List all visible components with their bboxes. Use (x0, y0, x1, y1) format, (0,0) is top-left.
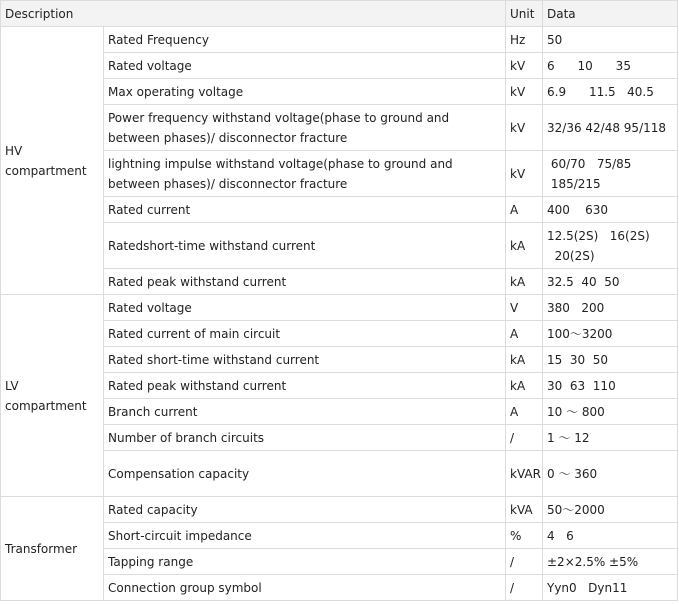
data-cell: 32/36 42/48 95/118 (543, 105, 678, 151)
unit-cell: % (506, 523, 543, 549)
param-cell: Power frequency withstand voltage(phase to ground and between phases)/ disconnector fracture (104, 105, 506, 151)
data-cell: 6.9 11.5 40.5 (543, 79, 678, 105)
unit-cell: kA (506, 223, 543, 269)
unit-cell: kV (506, 79, 543, 105)
param-cell: Rated peak withstand current (104, 373, 506, 399)
unit-cell: kV (506, 151, 543, 197)
param-cell: Rated voltage (104, 295, 506, 321)
unit-cell: kVA (506, 497, 543, 523)
data-cell: ±2×2.5% ±5% (543, 549, 678, 575)
unit-cell: A (506, 321, 543, 347)
param-cell: Tapping range (104, 549, 506, 575)
data-cell: 50 (543, 27, 678, 53)
data-cell: 15 30 50 (543, 347, 678, 373)
unit-cell: kA (506, 373, 543, 399)
unit-cell: A (506, 399, 543, 425)
param-cell: Rated current of main circuit (104, 321, 506, 347)
param-cell: Ratedshort-time withstand current (104, 223, 506, 269)
param-cell: Rated short-time withstand current (104, 347, 506, 373)
unit-cell: kA (506, 269, 543, 295)
unit-cell: kV (506, 105, 543, 151)
table-header (1, 1, 678, 27)
data-cell: 12.5(2S) 16(2S) 20(2S) (543, 223, 678, 269)
unit-cell: / (506, 549, 543, 575)
unit-cell: / (506, 575, 543, 601)
unit-cell: kV (506, 53, 543, 79)
param-cell: lightning impulse withstand voltage(phase to ground and between phases)/ disconnector fracture (104, 151, 506, 197)
param-cell: Short-circuit impedance (104, 523, 506, 549)
param-cell: Compensation capacity (104, 451, 506, 497)
unit-cell: kA (506, 347, 543, 373)
table-row (1, 295, 678, 321)
data-cell: 60/70 75/85 185/215 (543, 151, 678, 197)
param-cell: Number of branch circuits (104, 425, 506, 451)
param-cell: Rated voltage (104, 53, 506, 79)
param-cell: Max operating voltage (104, 79, 506, 105)
table-row (1, 497, 678, 523)
unit-cell: V (506, 295, 543, 321)
data-cell: 32.5 40 50 (543, 269, 678, 295)
data-cell: 10 ～ 800 (543, 399, 678, 425)
header-unit: Unit (506, 1, 543, 27)
header-description: Description (1, 1, 506, 27)
data-cell: 100～3200 (543, 321, 678, 347)
unit-cell: Hz (506, 27, 543, 53)
data-cell: 400 630 (543, 197, 678, 223)
data-cell: 1 ～ 12 (543, 425, 678, 451)
data-cell: Yyn0 Dyn11 (543, 575, 678, 601)
data-cell: 50～2000 (543, 497, 678, 523)
unit-cell: kVAR (506, 451, 543, 497)
group-hv-compartment: HV compartment (1, 27, 104, 295)
header-data: Data (543, 1, 678, 27)
data-cell: 4 6 (543, 523, 678, 549)
group-transformer: Transformer (1, 497, 104, 601)
param-cell: Rated Frequency (104, 27, 506, 53)
group-lv-compartment: LV compartment (1, 295, 104, 497)
unit-cell: / (506, 425, 543, 451)
param-cell: Connection group symbol (104, 575, 506, 601)
data-cell: 380 200 (543, 295, 678, 321)
unit-cell: A (506, 197, 543, 223)
data-cell: 30 63 110 (543, 373, 678, 399)
param-cell: Rated current (104, 197, 506, 223)
param-cell: Branch current (104, 399, 506, 425)
param-cell: Rated peak withstand current (104, 269, 506, 295)
data-cell: 6 10 35 (543, 53, 678, 79)
table-row (1, 27, 678, 53)
data-cell: 0 ～ 360 (543, 451, 678, 497)
param-cell: Rated capacity (104, 497, 506, 523)
